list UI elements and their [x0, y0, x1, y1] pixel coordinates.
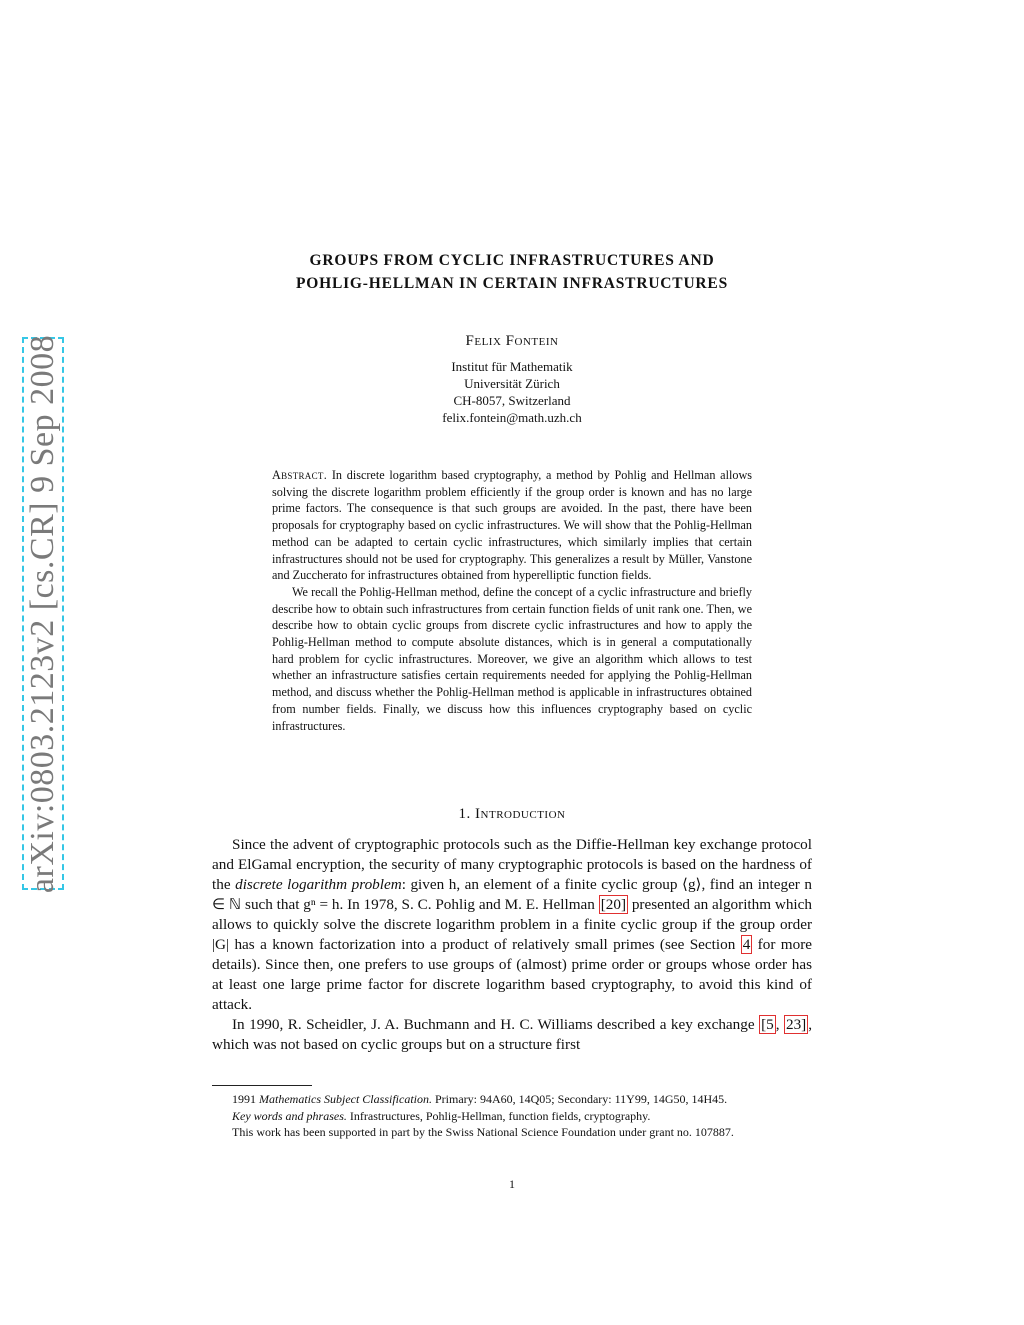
footnote-text: 1991 [232, 1092, 259, 1106]
citation-link-23[interactable]: 23] [785, 1016, 807, 1033]
abstract-paragraph-2: We recall the Pohlig-Hellman method, define the concept of a cyclic infrastructure and briefly describe how to obtain such infrastructures from certain function fields of unit rank one. Then, we describe how to obtain cyclic groups from discrete cyclic infrastructures and how to apply the Pohlig-Hellman method to compute absolute distances, which is in general a computationally hard problem for cyclic infrastructures. Moreover, we give an algorithm which allows to test whether an infrastructure satisfies certain requirements needed for applying the Pohlig-Hellman method, and discuss whether the Pohlig-Hellman method is applicable in infrastructures obtained from number fields. Finally, we discuss how this influences cryptography based on cyclic infrastructures. [272, 584, 752, 733]
section-link-4[interactable]: 4 [742, 936, 751, 953]
intro-text: : given h, an element of a finite cyclic group ⟨g⟩, find an integer n ∈ ℕ such that gⁿ = h. In 1978, S. C. Pohlig and M. E. Hellman [212, 876, 813, 913]
footnote-emphasis: Key words and phrases. [232, 1108, 347, 1123]
introduction-body [212, 835, 812, 1055]
footnotes [212, 1091, 812, 1141]
footnote-rule [212, 1085, 312, 1086]
citation-link-20[interactable]: [20] [600, 896, 627, 913]
page-number: 1 [509, 1177, 515, 1191]
affiliation-institute: Institut für Mathematik [451, 359, 573, 374]
footnote-keywords [212, 1108, 812, 1125]
paper-title [210, 249, 814, 295]
citation-separator: , [775, 1016, 784, 1033]
author-affiliation [210, 358, 814, 426]
footnote-msc [212, 1091, 812, 1108]
footnote-emphasis: Mathematics Subject Classification. [259, 1092, 432, 1106]
affiliation-university: Universität Zürich [464, 376, 560, 391]
intro-text: Since the advent of cryptographic protocols such as the Diffie-Hellman key exchange protocol and ElGamal encryption, the security of many cryptographic protocols is based on the hardness of the [212, 836, 812, 893]
section-heading-introduction: 1. Introduction [458, 806, 566, 822]
title-line-1: GROUPS FROM CYCLIC INFRASTRUCTURES AND [309, 252, 715, 269]
intro-text: In 1990, R. Scheidler, J. A. Buchmann and H. C. Williams described a key exchange [232, 1016, 760, 1033]
intro-text: presented an algorithm which allows to quickly solve the discrete logarithm problem in a finite cyclic group if the group order |G| has a known factorization into a product of relatively small primes (see Section [212, 896, 812, 953]
footnote-text: Primary: 94A60, 14Q05; Secondary: 11Y99, 14G50, 14H45. [431, 1092, 728, 1106]
intro-text: for more details). Since then, one prefers to use groups of (almost) prime order or groups whose order has at least one large prime factor for discrete logarithm based cryptography, to avoid this kind of attack. [212, 936, 812, 1013]
abstract [272, 467, 752, 734]
intro-emphasis: discrete logarithm problem [235, 876, 402, 893]
title-line-2: POHLIG-HELLMAN IN CERTAIN INFRASTRUCTURES [295, 275, 728, 292]
footnote-support: This work has been supported in part by the Swiss National Science Foundation under grant no. 107887. [232, 1125, 734, 1140]
arxiv-identifier-stamp [22, 334, 64, 893]
intro-paragraph-2 [212, 1015, 812, 1055]
abstract-label: Abstract. [272, 468, 328, 482]
citation-link-5[interactable]: [5 [761, 1016, 774, 1033]
affiliation-address: CH-8057, Switzerland [453, 393, 571, 408]
arxiv-identifier-text: arXiv:0803.2123v2 [cs.CR] 9 Sep 2008 [24, 334, 61, 893]
abstract-paragraph-1 [272, 467, 752, 584]
footnote-text: Infrastructures, Pohlig-Hellman, function fields, cryptography. [346, 1108, 651, 1123]
intro-paragraph-1 [212, 835, 812, 1015]
abstract-text-1: In discrete logarithm based cryptography, a method by Pohlig and Hellman allows solving the discrete logarithm problem efficiently if the group order is known and has no large prime factors. The consequence is that such groups are avoided. In the past, there have been proposals for cryptography based on cyclic infrastructures. We will show that the Pohlig-Hellman method can be adapted to certain cyclic infrastructures, which similarly implies that certain infrastructures should not be used for cryptography. This generalizes a result by Müller, Vanstone and Zuccherato for infrastructures obtained from hyperelliptic function fields. [272, 468, 752, 583]
author-email[interactable]: felix.fontein@math.uzh.ch [442, 410, 582, 425]
intro-text: , which was not based on cyclic groups but on a structure first [212, 1016, 813, 1053]
author-name: Felix Fontein [465, 333, 559, 349]
